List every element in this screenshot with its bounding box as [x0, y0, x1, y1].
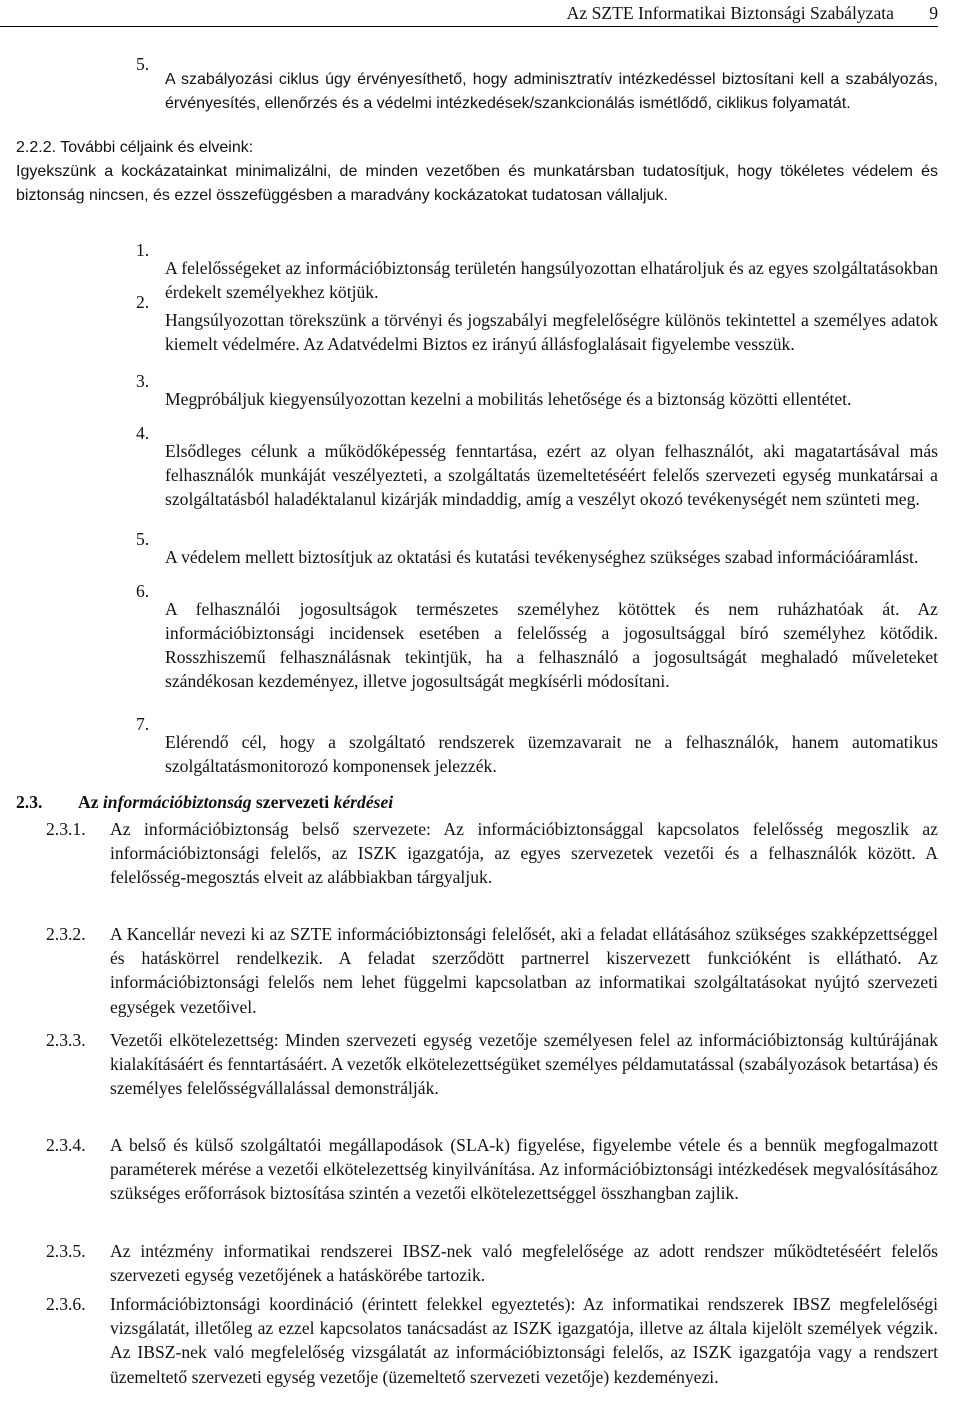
subsection-text: A Kancellár nevezi ki az SZTE információbiztonsági felelősét, aki a feladat ellátásához szükséges szakképzettséggel és hatáskörrel rendelkezik. A feladat szerződött partnerrel kiszervezett funkcióként is ellátható. Az információbiztonsági felelős nem lehet függelmi kapcsolatban az informatikai szolgáltatásokat nyújtó szervezeti egységek vezetőivel.	[110, 924, 938, 1017]
subsection-number: 2.3.1.	[46, 819, 86, 839]
page-number: 9	[929, 3, 938, 23]
subsection-2-3-1	[46, 817, 938, 890]
title-part: információbiztonság	[102, 792, 252, 812]
goal-text: A felhasználói jogosultságok természetes személyhez kötöttek és nem ruházhatóak át. Az információbiztonsági incidensek esetében a felelősség a jogosultsággal bíró személyhez kötődik. Rosszhiszemű felhasználásnak tekintjük, ha a felhasználó a jogosultságát meghaladó műveleteket szándékosan kezdeményez, illetve jogosultságát megkísérli módosítani.	[165, 598, 938, 692]
title-part: kérdései	[333, 792, 394, 812]
goal-text: A védelem mellett biztosítjuk az oktatási és kutatási tevékenységhez szükséges szabad információáramlást.	[165, 546, 919, 567]
goal-item	[136, 712, 938, 796]
subsection-2-3-2	[46, 922, 938, 1019]
section-number: 2.3.	[16, 792, 43, 812]
subsection-2-3-5	[46, 1239, 938, 1287]
title-part: Az	[78, 792, 99, 812]
goal-number: 3.	[136, 371, 150, 391]
goal-number: 5.	[136, 529, 150, 549]
goal-text: Elsődleges célunk a működőképesség fenntartása, ezért az olyan felhasználót, aki magatartásával más felhasználók munkáját veszélyezteti, a szolgáltatás üzemeltetéséért felelős szervezeti egység munkatársai a szolgáltatásból haladéktalanul kizárják mindaddig, amíg a veszélyt okozó tevékenységét nem szünteti meg.	[165, 440, 938, 509]
goal-number: 6.	[136, 581, 150, 601]
item-text: A szabályozási ciklus úgy érvényesíthető, hogy adminisztratív intézkedéssel biztosítani kell a szabályozás, érvényesítés, ellenőrzés és a védelmi intézkedések/szankcionálás ismétlődő, ciklikus folyamatát.	[165, 71, 938, 113]
subsection-text: Információbiztonsági koordináció (érintett felekkel egyeztetés): Az informatikai rendszerek IBSZ megfelelőségi vizsgálatát, illetőleg az ezzel kapcsolatos tanácsadást az ISZK igazgatója, illetve az általa kijelölt személyek végzik. Az IBSZ-nek való megfelelőség vizsgálatát az információbiztonsági felelős, az ISZK igazgatója vagy a rendszert üzemeltető szervezeti egység vezetője (üzemeltető szervezeti vezetője) kezdeményezi.	[110, 1294, 938, 1387]
header-title: Az SZTE Informatikai Biztonsági Szabályzata	[566, 3, 894, 23]
goal-number: 7.	[136, 714, 150, 734]
subsection-number: 2.3.4.	[46, 1135, 86, 1155]
subsection-2-3-3	[46, 1028, 938, 1101]
goal-item	[136, 421, 938, 529]
subsection-number: 2.3.5.	[46, 1241, 86, 1261]
subsection-text: Az információbiztonság belső szervezete: Az információbiztonsággal kapcsolatos felelősség megoszlik az információbiztonsági felelős, az ISZK igazgatója, az egyes szervezetek vezetői és a felhasználók között. A felelősség-megosztás elveit az alábbiakban tárgyaljuk.	[110, 819, 938, 888]
section-2-2-2-body: Igyekszünk a kockázatainkat minimalizálni, de minden vezetőben és munkatársban tudatosítjuk, hogy tökéletes védelem és biztonság nincsen, és ezzel összefüggésben a maradvány kockázatokat tudatosan vállaljuk.	[16, 163, 938, 205]
section-2-2-2	[16, 136, 938, 209]
goal-text: A felelősségeket az információbiztonság területén hangsúlyozottan elhatároljuk és az egyes szolgáltatásokban érdekelt személyekhez kötjük.	[165, 257, 938, 302]
subsection-number: 2.3.2.	[46, 924, 86, 944]
page-header	[0, 0, 938, 27]
goal-number: 2.	[136, 292, 150, 312]
subsection-text: Vezetői elkötelezettség: Minden szervezeti egység vezetője személyesen felel az információbiztonság kultúrájának kialakításáért és fenntartásáért. A vezetők elkötelezettségüket személyes példamutatással (szabályozások betartása) és személyes felelősségvállalással demonstrálják.	[110, 1030, 939, 1099]
section-2-2-2-heading	[16, 136, 938, 160]
intro-item-5	[136, 52, 938, 132]
goal-number: 1.	[136, 240, 150, 260]
section-number: 2.2.2.	[16, 139, 57, 156]
goal-text: Hangsúlyozottan törekszünk a törvényi és jogszabályi megfelelőségre különös tekintettel a személyes adatok kiemelt védelmére. Az Adatvédelmi Biztos ez irányú állásfoglalásait figyelembe vesszük.	[165, 309, 938, 354]
subsection-text: A belső és külső szolgáltatói megállapodások (SLA-k) figyelése, figyelembe vétele és a bennük megfogalmazott paraméterek mérése a vezetői elkötelezettség kinyilvánítása. Az információbiztonsági intézkedések megvalósításához szükséges erőforrások biztosítása szintén a vezetői elkötelezettséggel összhangban zajlik.	[110, 1135, 938, 1204]
subsection-number: 2.3.3.	[46, 1030, 86, 1050]
subsection-2-3-6	[46, 1292, 938, 1389]
goal-item	[136, 527, 938, 586]
goal-text: Megpróbáljuk kiegyensúlyozottan kezelni a mobilitás lehetősége és a biztonság közötti ellentétet.	[165, 388, 852, 409]
goal-item	[136, 369, 938, 428]
goal-number: 4.	[136, 423, 150, 443]
section-2-3-heading	[16, 790, 393, 814]
goal-item	[136, 579, 938, 711]
title-part: szervezeti	[255, 792, 330, 812]
goal-item	[136, 290, 938, 374]
section-title: További céljaink és elveink:	[60, 139, 254, 156]
subsection-2-3-4	[46, 1133, 938, 1206]
goal-text: Elérendő cél, hogy a szolgáltató rendszerek üzemzavarait ne a felhasználók, hanem automatikus szolgáltatásmonitorozó komponensek jelezzék.	[165, 731, 938, 776]
item-number: 5.	[136, 54, 150, 74]
subsection-number: 2.3.6.	[46, 1294, 86, 1314]
subsection-text: Az intézmény informatikai rendszerei IBSZ-nek való megfelelősége az adott rendszer működtetéséért felelős szervezeti egység vezetőjének a hatáskörébe tartozik.	[110, 1241, 938, 1286]
